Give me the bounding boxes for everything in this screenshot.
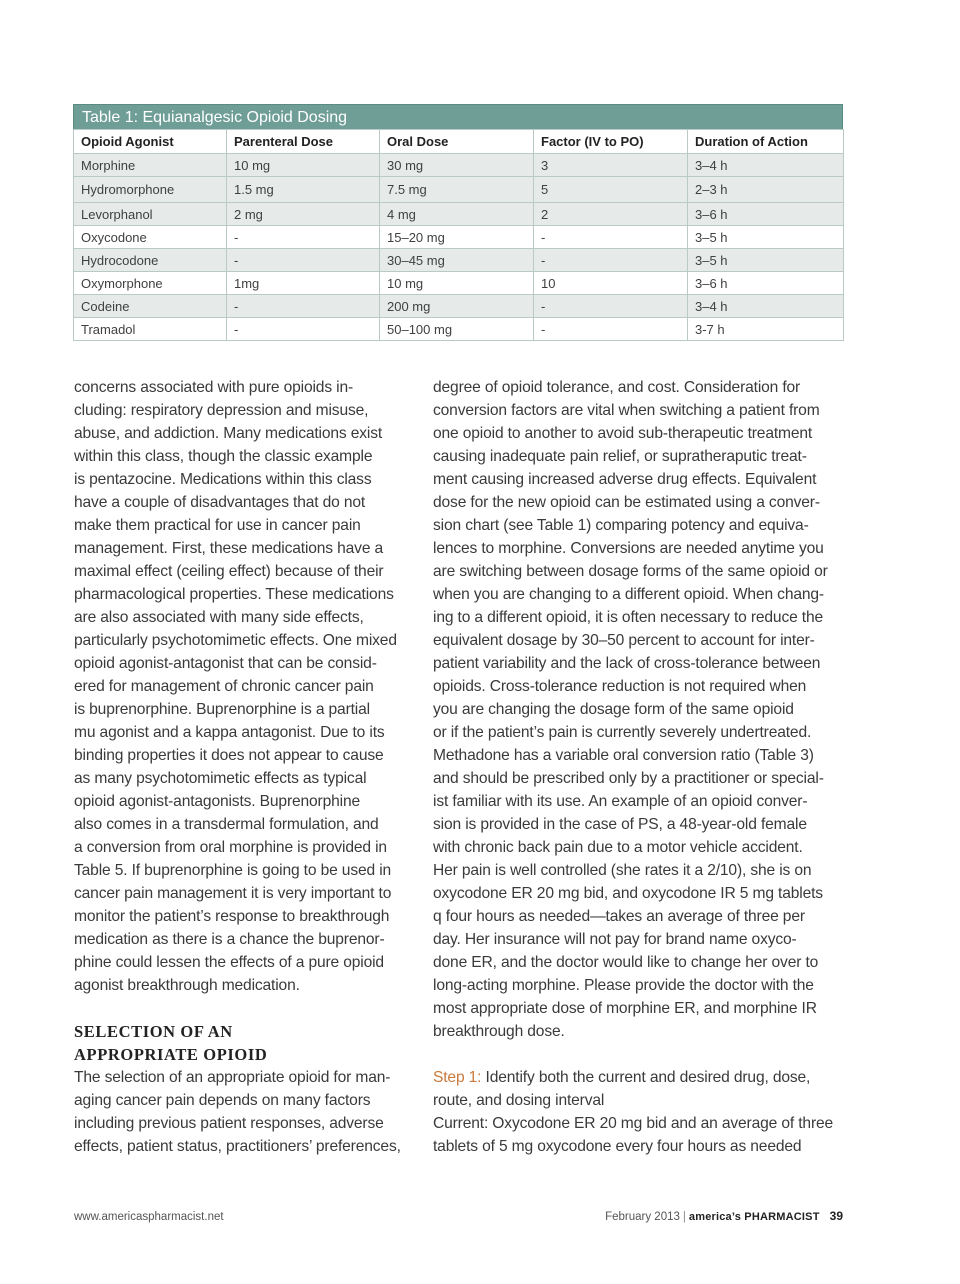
header-opioid-agonist: Opioid Agonist xyxy=(74,130,227,154)
table-row xyxy=(74,272,844,295)
text-line: opioids. Cross-tolerance reduction is not required when xyxy=(433,678,807,695)
text-line: ered for management of chronic cancer pain xyxy=(74,678,374,695)
cell: 2–3 h xyxy=(688,177,844,203)
text-line: effects, patient status, practitioners’ preferences, xyxy=(74,1138,401,1155)
header-duration: Duration of Action xyxy=(688,130,844,154)
header-factor: Factor (IV to PO) xyxy=(534,130,688,154)
table-row xyxy=(74,226,844,249)
text-line: patient variability and the lack of cross-tolerance between xyxy=(433,655,821,672)
footer-issue-info xyxy=(605,1209,843,1223)
table-row xyxy=(74,177,844,203)
text-line: maximal effect (ceiling effect) because of their xyxy=(74,563,384,580)
cell: - xyxy=(534,295,688,318)
cell: Hydromorphone xyxy=(74,177,227,203)
cell: 3–5 h xyxy=(688,249,844,272)
left-paragraph-2 xyxy=(74,1066,419,1158)
table-row xyxy=(74,249,844,272)
dosing-table xyxy=(73,129,844,341)
text-line: opioid agonist-antagonists. Buprenorphine xyxy=(74,793,361,810)
section-heading xyxy=(74,1020,419,1066)
table-row xyxy=(74,203,844,226)
text-line: oxycodone ER 20 mg bid, and oxycodone IR 5 mg tablets xyxy=(433,885,823,902)
cell: 10 xyxy=(534,272,688,295)
text-line: a conversion from oral morphine is provided in xyxy=(74,839,387,856)
text-line: ist familiar with its use. An example of an opioid conver- xyxy=(433,793,808,810)
cell: - xyxy=(227,318,380,341)
cell: 30 mg xyxy=(380,154,534,177)
cell: 200 mg xyxy=(380,295,534,318)
cell: 30–45 mg xyxy=(380,249,534,272)
cell: 3–4 h xyxy=(688,295,844,318)
footer-website: www.americaspharmacist.net xyxy=(74,1211,224,1223)
heading-line-2: APPROPRIATE OPIOID xyxy=(74,1045,268,1064)
text-line: one opioid to another to avoid sub-therapeutic treatment xyxy=(433,425,813,442)
text-line: conversion factors are vital when switching a patient from xyxy=(433,402,820,419)
text-line: or if the patient’s pain is currently severely undertreated. xyxy=(433,724,812,741)
text-line: is buprenorphine. Buprenorphine is a partial xyxy=(74,701,370,718)
text-line: cancer pain management it is very important to xyxy=(74,885,392,902)
text-line: with chronic back pain due to a motor vehicle accident. xyxy=(433,839,803,856)
header-parenteral-dose: Parenteral Dose xyxy=(227,130,380,154)
step-1-label: Step 1: xyxy=(433,1069,482,1086)
cell: 1.5 mg xyxy=(227,177,380,203)
paragraph-gap xyxy=(433,1043,843,1066)
header-oral-dose: Oral Dose xyxy=(380,130,534,154)
text-line: lences to morphine. Conversions are needed anytime you xyxy=(433,540,824,557)
text-line: tablets of 5 mg oxycodone every four hours as needed xyxy=(433,1138,802,1155)
text-line: causing inadequate pain relief, or supratheraputic treat- xyxy=(433,448,807,465)
text-line: Her pain is well controlled (she rates it a 2/10), she is on xyxy=(433,862,812,879)
cell: - xyxy=(534,226,688,249)
cell: Oxycodone xyxy=(74,226,227,249)
magazine-name: america’s PHARMACIST xyxy=(688,1211,820,1223)
table-title: Table 1: Equianalgesic Opioid Dosing xyxy=(73,104,843,129)
cell: - xyxy=(227,295,380,318)
left-column xyxy=(74,376,419,1158)
text-line: sion chart (see Table 1) comparing potency and equiva- xyxy=(433,517,809,534)
text-line: as many psychotomimetic effects as typical xyxy=(74,770,367,787)
text-line: you are changing the dosage form of the same opioid xyxy=(433,701,794,718)
text-line: phine could lessen the effects of a pure opioid xyxy=(74,954,384,971)
cell: 3-7 h xyxy=(688,318,844,341)
text-line: binding properties it does not appear to cause xyxy=(74,747,384,764)
heading-line-1: SELECTION OF AN xyxy=(74,1022,233,1041)
table-row xyxy=(74,154,844,177)
text-line: long-acting morphine. Please provide the doctor with the xyxy=(433,977,814,994)
table-header-row xyxy=(74,130,844,154)
text-line: when you are changing to a different opioid. When chang- xyxy=(433,586,824,603)
text-line: also comes in a transdermal formulation, and xyxy=(74,816,379,833)
text-line: dose for the new opioid can be estimated using a conver- xyxy=(433,494,820,511)
cell: 5 xyxy=(534,177,688,203)
cell: Tramadol xyxy=(74,318,227,341)
step-1-text: Identify both the current and desired drug, dose, xyxy=(481,1069,811,1086)
cell: 7.5 mg xyxy=(380,177,534,203)
text-line xyxy=(433,1066,843,1089)
text-line: ing to a different opioid, it is often necessary to reduce the xyxy=(433,609,824,626)
cell: 4 mg xyxy=(380,203,534,226)
text-line: degree of opioid tolerance, and cost. Consideration for xyxy=(433,379,801,396)
text-line: cluding: respiratory depression and misuse, xyxy=(74,402,369,419)
text-line: particularly psychotomimetic effects. One mixed xyxy=(74,632,397,649)
text-line: including previous patient responses, adverse xyxy=(74,1115,384,1132)
cell: 2 mg xyxy=(227,203,380,226)
text-line: pharmacological properties. These medications xyxy=(74,586,394,603)
cell: - xyxy=(534,249,688,272)
text-line: concerns associated with pure opioids in- xyxy=(74,379,354,396)
right-column xyxy=(433,376,843,1158)
cell: - xyxy=(227,226,380,249)
text-line: make them practical for use in cancer pain xyxy=(74,517,361,534)
text-line: Table 5. If buprenorphine is going to be used in xyxy=(74,862,392,879)
text-line: most appropriate dose of morphine ER, and morphine IR xyxy=(433,1000,817,1017)
cell: 15–20 mg xyxy=(380,226,534,249)
text-line: breakthrough dose. xyxy=(433,1023,565,1040)
text-line: monitor the patient’s response to breakthrough xyxy=(74,908,390,925)
cell: 3–4 h xyxy=(688,154,844,177)
footer-date: February 2013 xyxy=(605,1211,680,1223)
right-paragraph-1 xyxy=(433,376,843,1043)
page-number: 39 xyxy=(829,1209,843,1223)
cell: Hydrocodone xyxy=(74,249,227,272)
cell: 3–6 h xyxy=(688,272,844,295)
table-row xyxy=(74,318,844,341)
text-line: are also associated with many side effects, xyxy=(74,609,364,626)
cell: 3–6 h xyxy=(688,203,844,226)
text-line: is pentazocine. Medications within this class xyxy=(74,471,372,488)
cell: 1mg xyxy=(227,272,380,295)
text-line: medication as there is a chance the buprenor- xyxy=(74,931,385,948)
equianalgesic-table xyxy=(73,104,843,341)
text-line: and should be prescribed only by a practitioner or special- xyxy=(433,770,824,787)
text-line: sion is provided in the case of PS, a 48-year-old female xyxy=(433,816,807,833)
text-line: Current: Oxycodone ER 20 mg bid and an average of three xyxy=(433,1115,834,1132)
text-line: opioid agonist-antagonist that can be consid- xyxy=(74,655,377,672)
text-line: equivalent dosage by 30–50 percent to account for inter- xyxy=(433,632,815,649)
cell: Levorphanol xyxy=(74,203,227,226)
cell: - xyxy=(534,318,688,341)
table-row xyxy=(74,295,844,318)
text-line: abuse, and addiction. Many medications exist xyxy=(74,425,383,442)
step-1-paragraph xyxy=(433,1066,843,1158)
text-line: route, and dosing interval xyxy=(433,1092,605,1109)
cell: 3–5 h xyxy=(688,226,844,249)
cell: Codeine xyxy=(74,295,227,318)
text-line: management. First, these medications have a xyxy=(74,540,384,557)
cell: - xyxy=(227,249,380,272)
text-line: done ER, and the doctor would like to change her over to xyxy=(433,954,819,971)
text-line: day. Her insurance will not pay for brand name oxyco- xyxy=(433,931,797,948)
text-line: Methadone has a variable oral conversion ratio (Table 3) xyxy=(433,747,814,764)
text-line: within this class, though the classic example xyxy=(74,448,373,465)
text-line: aging cancer pain depends on many factors xyxy=(74,1092,371,1109)
text-line: mu agonist and a kappa antagonist. Due to its xyxy=(74,724,385,741)
text-line: q four hours as needed—takes an average of three per xyxy=(433,908,805,925)
cell: Morphine xyxy=(74,154,227,177)
cell: 50–100 mg xyxy=(380,318,534,341)
text-line: have a couple of disadvantages that do not xyxy=(74,494,366,511)
cell: 3 xyxy=(534,154,688,177)
cell: 2 xyxy=(534,203,688,226)
cell: Oxymorphone xyxy=(74,272,227,295)
text-line: agonist breakthrough medication. xyxy=(74,977,300,994)
text-line: are switching between dosage forms of the same opioid or xyxy=(433,563,828,580)
left-paragraph-1 xyxy=(74,376,419,997)
cell: 10 mg xyxy=(380,272,534,295)
footer-separator: | xyxy=(682,1211,686,1223)
text-line: The selection of an appropriate opioid for man- xyxy=(74,1069,391,1086)
text-line: ment causing increased adverse drug effects. Equivalent xyxy=(433,471,817,488)
cell: 10 mg xyxy=(227,154,380,177)
